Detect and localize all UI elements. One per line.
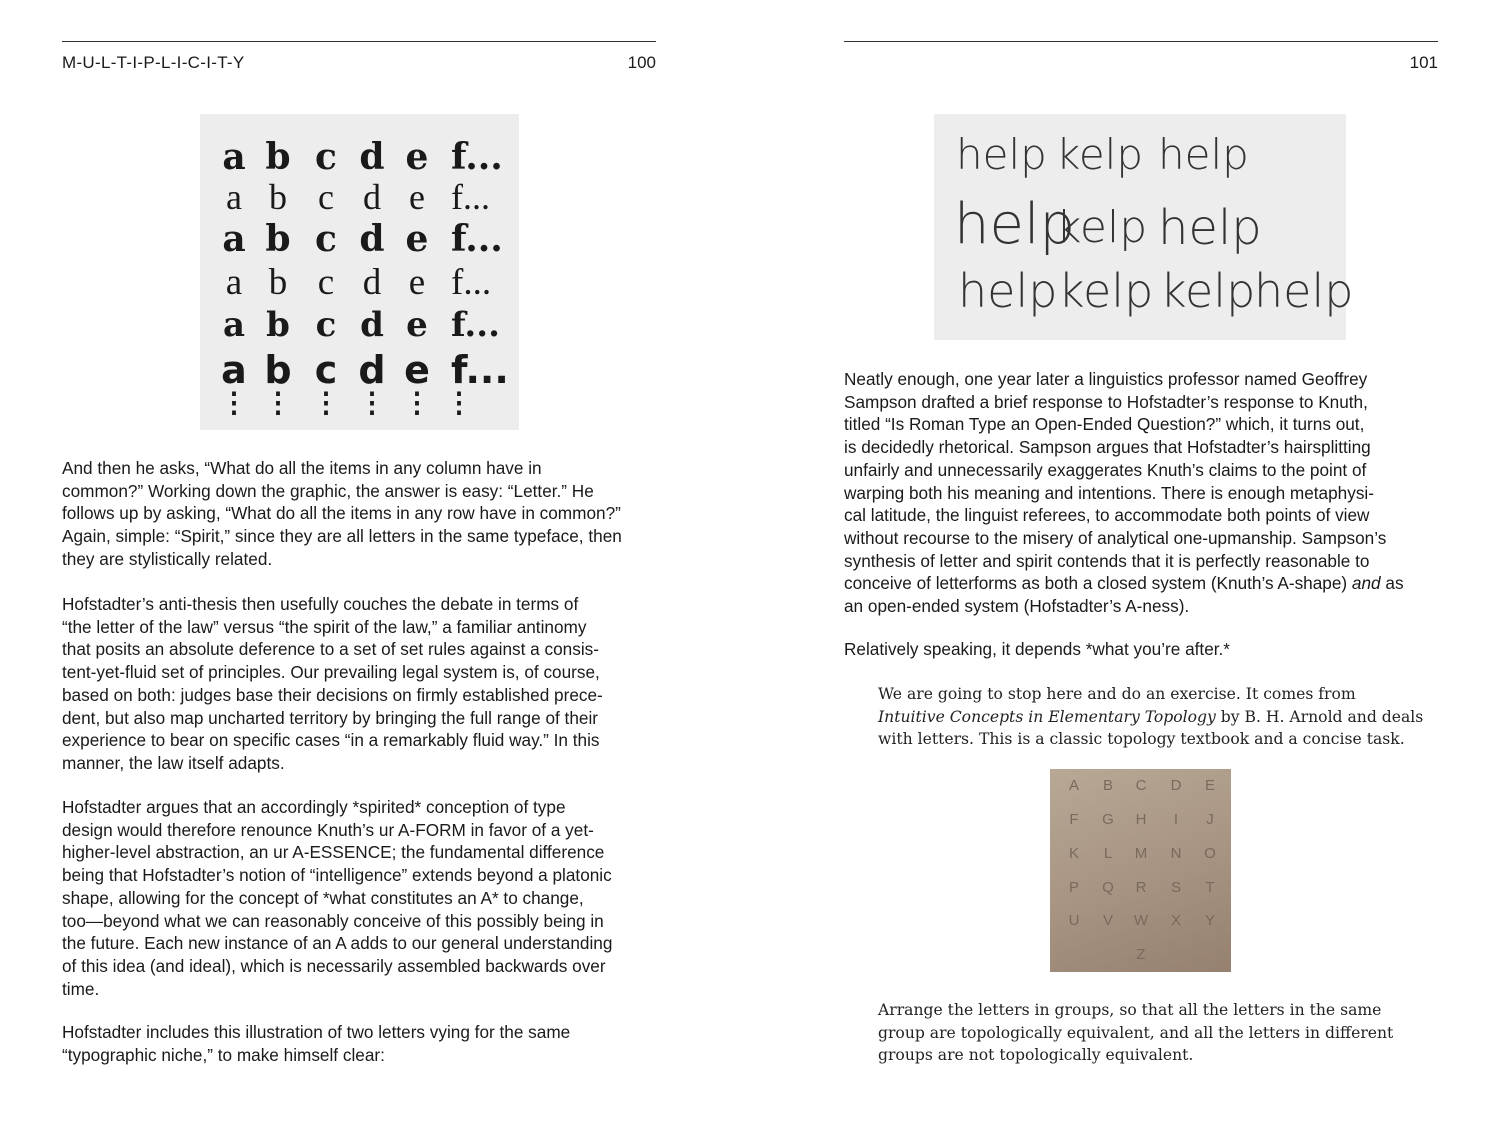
text-line: the future. Each new instance of an A adds to our general understanding xyxy=(62,933,613,954)
letter-glyph: a xyxy=(222,218,246,260)
letter-glyph: e xyxy=(404,348,430,392)
exercise-quote xyxy=(878,683,1438,751)
letter-glyph: b xyxy=(265,136,291,178)
letter-glyph: e xyxy=(405,136,429,178)
text-line: unfairly and unnecessarily exaggerates Knuth’s claims to the point of xyxy=(844,459,1367,480)
quote-line: We are going to stop here and do an exercise. It comes from xyxy=(878,685,1356,703)
text-line: they are stylistically related. xyxy=(62,548,273,569)
alphabet-letter: K xyxy=(1068,845,1079,862)
letter-glyph: c xyxy=(317,262,335,303)
letter-glyph: a xyxy=(225,262,243,303)
alphabet-letter: E xyxy=(1204,777,1215,794)
alphabet-letter: O xyxy=(1204,845,1216,862)
kelp-help-figure xyxy=(934,114,1354,340)
vertical-ellipsis: ⋮ xyxy=(358,387,386,418)
letter-glyph: b xyxy=(266,305,290,345)
text-line: being that Hofstadter’s notion of “intelligence” extends beyond a platonic xyxy=(62,865,612,886)
alphabet-letter: M xyxy=(1134,845,1148,862)
alphabet-letter: V xyxy=(1102,912,1113,929)
alphabet-letter: W xyxy=(1133,912,1149,929)
ellipsis-row xyxy=(200,386,519,426)
alphabet-letter: C xyxy=(1135,777,1147,794)
handwritten-word: help xyxy=(1254,264,1354,318)
handwritten-word: help xyxy=(1158,130,1249,179)
text-line: Neatly enough, one year later a linguistics professor named Geoffrey xyxy=(844,369,1368,389)
letter-row xyxy=(200,305,519,345)
handwritten-word: help xyxy=(954,192,1076,257)
text-line: warping both his meaning and intentions. There is enough metaphysi- xyxy=(844,482,1374,503)
handwritten-word: help xyxy=(1158,200,1262,256)
running-header: M-U-L-T-I-P-L-I-C-I-T-Y xyxy=(62,53,245,72)
letter-glyph: f... xyxy=(451,305,500,345)
letter-row xyxy=(200,261,519,301)
letter-glyph: f... xyxy=(451,348,509,392)
text-line: experience to bear on specific cases “in a remarkably fluid way.” In this xyxy=(62,730,600,751)
letter-glyph: f... xyxy=(451,262,492,303)
letter-glyph: a xyxy=(221,348,247,392)
alphabet-letter: S xyxy=(1170,879,1181,896)
letter-glyph: d xyxy=(363,177,381,217)
page-number: 101 xyxy=(1409,53,1438,72)
task-quote xyxy=(878,999,1438,1067)
right-page xyxy=(844,0,1438,1125)
header-rule xyxy=(844,41,1438,42)
letter-glyph: f... xyxy=(451,136,503,178)
letter-glyph: a xyxy=(226,177,242,217)
vertical-ellipsis: ⋮ xyxy=(312,387,340,418)
alphabet-letter: P xyxy=(1068,879,1079,896)
body-paragraph xyxy=(62,457,662,571)
text-line: Again, simple: “Spirit,” since they are all letters in the same typeface, then xyxy=(62,526,622,547)
letter-grid-figure xyxy=(200,114,519,430)
text-line: dent, but also map uncharted territory by bringing the full range of their xyxy=(62,707,598,728)
alphabet-letter: G xyxy=(1102,811,1114,828)
text-line: higher-level abstraction, an ur A-ESSENCE; the fundamental difference xyxy=(62,842,605,863)
letter-glyph: b xyxy=(265,218,291,260)
text-line: cal latitude, the linguist referees, to accommodate both points of view xyxy=(844,505,1370,526)
body-paragraph xyxy=(844,638,1444,661)
quote-line: with letters. This is a classic topology textbook and a concise task. xyxy=(878,730,1405,749)
alphabet-letter: B xyxy=(1102,777,1113,794)
letter-glyph: c xyxy=(315,218,337,260)
text-line: Hofstadter’s anti-thesis then usefully couches the debate in terms of xyxy=(62,594,579,614)
alphabet-letter: T xyxy=(1205,879,1215,896)
alphabet-letter: R xyxy=(1135,879,1147,896)
letter-glyph: d xyxy=(362,262,382,303)
header-rule xyxy=(62,41,656,42)
text-line: follows up by asking, “What do all the items in any row have in common?” xyxy=(62,503,621,524)
quote-line: groups are not topologically equivalent. xyxy=(878,1046,1194,1065)
alphabet-photo xyxy=(1050,769,1231,972)
letter-glyph: c xyxy=(315,305,337,345)
letter-glyph: c xyxy=(314,348,338,392)
letter-glyph: d xyxy=(359,218,385,260)
body-paragraph xyxy=(844,368,1444,618)
text-line: And then he asks, “What do all the items in any column have in xyxy=(62,458,542,478)
vertical-ellipsis: ⋮ xyxy=(445,387,473,418)
letter-row xyxy=(200,136,519,176)
text-line: Relatively speaking, it depends *what you’re after.* xyxy=(844,639,1230,659)
letter-row xyxy=(200,176,519,216)
alphabet-letter: H xyxy=(1135,811,1147,828)
alphabet-letter: A xyxy=(1068,777,1079,794)
handwritten-word: kelp xyxy=(1056,202,1148,253)
letter-glyph: d xyxy=(360,305,384,345)
text-line: Sampson drafted a brief response to Hofstadter’s response to Knuth, xyxy=(844,391,1368,412)
text-line: without recourse to the misery of analytical one-upmanship. Sampson’s xyxy=(844,527,1387,548)
quote-line: Arrange the letters in groups, so that all the letters in the same xyxy=(878,1001,1382,1019)
text-line: Hofstadter argues that an accordingly *spirited* conception of type xyxy=(62,797,566,817)
vertical-ellipsis: ⋮ xyxy=(264,387,292,418)
body-paragraph xyxy=(62,593,662,775)
text-line: conceive of letterforms as both a closed system (Knuth’s A-shape) and as xyxy=(844,573,1404,594)
letter-row xyxy=(200,218,519,258)
letter-row xyxy=(200,348,519,392)
body-paragraph xyxy=(62,1021,662,1066)
letter-glyph: f... xyxy=(451,218,503,260)
letter-glyph: e xyxy=(406,305,428,345)
page-number: 100 xyxy=(627,53,656,72)
letter-glyph: d xyxy=(358,348,386,392)
text-line: “the letter of the law” versus “the spirit of the law,” a familiar antinomy xyxy=(62,616,587,637)
alphabet-letter: D xyxy=(1170,777,1182,794)
letter-glyph: e xyxy=(409,177,425,217)
alphabet-letter: N xyxy=(1170,845,1182,862)
alphabet-letter: L xyxy=(1103,845,1113,862)
vertical-ellipsis: ⋮ xyxy=(403,387,431,418)
letter-glyph: f... xyxy=(451,177,490,217)
letter-glyph: e xyxy=(405,218,429,260)
letter-glyph: b xyxy=(264,348,292,392)
text-line: shape, allowing for the concept of *what constitutes an A* to change, xyxy=(62,887,584,908)
letter-glyph: c xyxy=(315,136,337,178)
alphabet-letter: J xyxy=(1206,811,1214,828)
letter-glyph: b xyxy=(269,177,287,217)
body-paragraph xyxy=(62,796,662,1000)
text-line: tent-yet-fluid set of principles. Our prevailing legal system is, of course, xyxy=(62,662,600,683)
letter-glyph: a xyxy=(222,305,246,345)
handwritten-word: help xyxy=(956,130,1047,179)
text-line: time. xyxy=(62,978,100,999)
quote-line: group are topologically equivalent, and all the letters in different xyxy=(878,1023,1394,1042)
text-line: titled “Is Roman Type an Open-Ended Question?” which, it turns out, xyxy=(844,414,1365,435)
text-line: Hofstadter includes this illustration of two letters vying for the same xyxy=(62,1022,571,1042)
letter-glyph: b xyxy=(268,262,288,303)
quote-line: Intuitive Concepts in Elementary Topology by B. H. Arnold and deals xyxy=(878,707,1424,726)
alphabet-letter: F xyxy=(1069,811,1079,828)
text-line: based on both: judges base their decisions on firmly established prece- xyxy=(62,684,603,705)
alphabet-letter: U xyxy=(1068,912,1080,929)
letter-glyph: e xyxy=(408,262,426,303)
alphabet-letter: Q xyxy=(1102,879,1114,896)
letter-glyph: a xyxy=(222,136,246,178)
alphabet-letter: Y xyxy=(1204,912,1215,929)
left-page xyxy=(62,0,656,1125)
text-line: manner, the law itself adapts. xyxy=(62,752,285,773)
alphabet-letter: X xyxy=(1170,912,1181,929)
text-line: is decidedly rhetorical. Sampson argues that Hofstadter’s hairsplitting xyxy=(844,437,1371,458)
text-line: of this idea (and ideal), which is necessarily assembled backwards over xyxy=(62,955,606,976)
text-line: common?” Working down the graphic, the answer is easy: “Letter.” He xyxy=(62,480,594,501)
letter-glyph: d xyxy=(359,136,385,178)
handwritten-word: help xyxy=(958,264,1058,318)
text-line: synthesis of letter and spirit contends that it is perfectly reasonable to xyxy=(844,550,1370,571)
alphabet-letter: I xyxy=(1173,811,1179,828)
text-line: too—beyond what we can reasonably conceive of this possibly being in xyxy=(62,910,604,931)
text-line: that posits an absolute deference to a set of set rules against a consis- xyxy=(62,639,599,660)
vertical-ellipsis: ⋮ xyxy=(220,387,248,418)
handwritten-word: kelp xyxy=(1160,264,1256,318)
alphabet-letter: Z xyxy=(1136,946,1146,963)
handwritten-word: kelp xyxy=(1058,264,1154,318)
handwritten-word: kelp xyxy=(1056,130,1143,179)
text-line: design would therefore renounce Knuth’s ur A-FORM in favor of a yet- xyxy=(62,819,594,840)
text-line: an open-ended system (Hofstadter’s A-ness). xyxy=(844,596,1190,617)
text-line: “typographic niche,” to make himself clear: xyxy=(62,1044,385,1065)
letter-glyph: c xyxy=(318,177,334,217)
